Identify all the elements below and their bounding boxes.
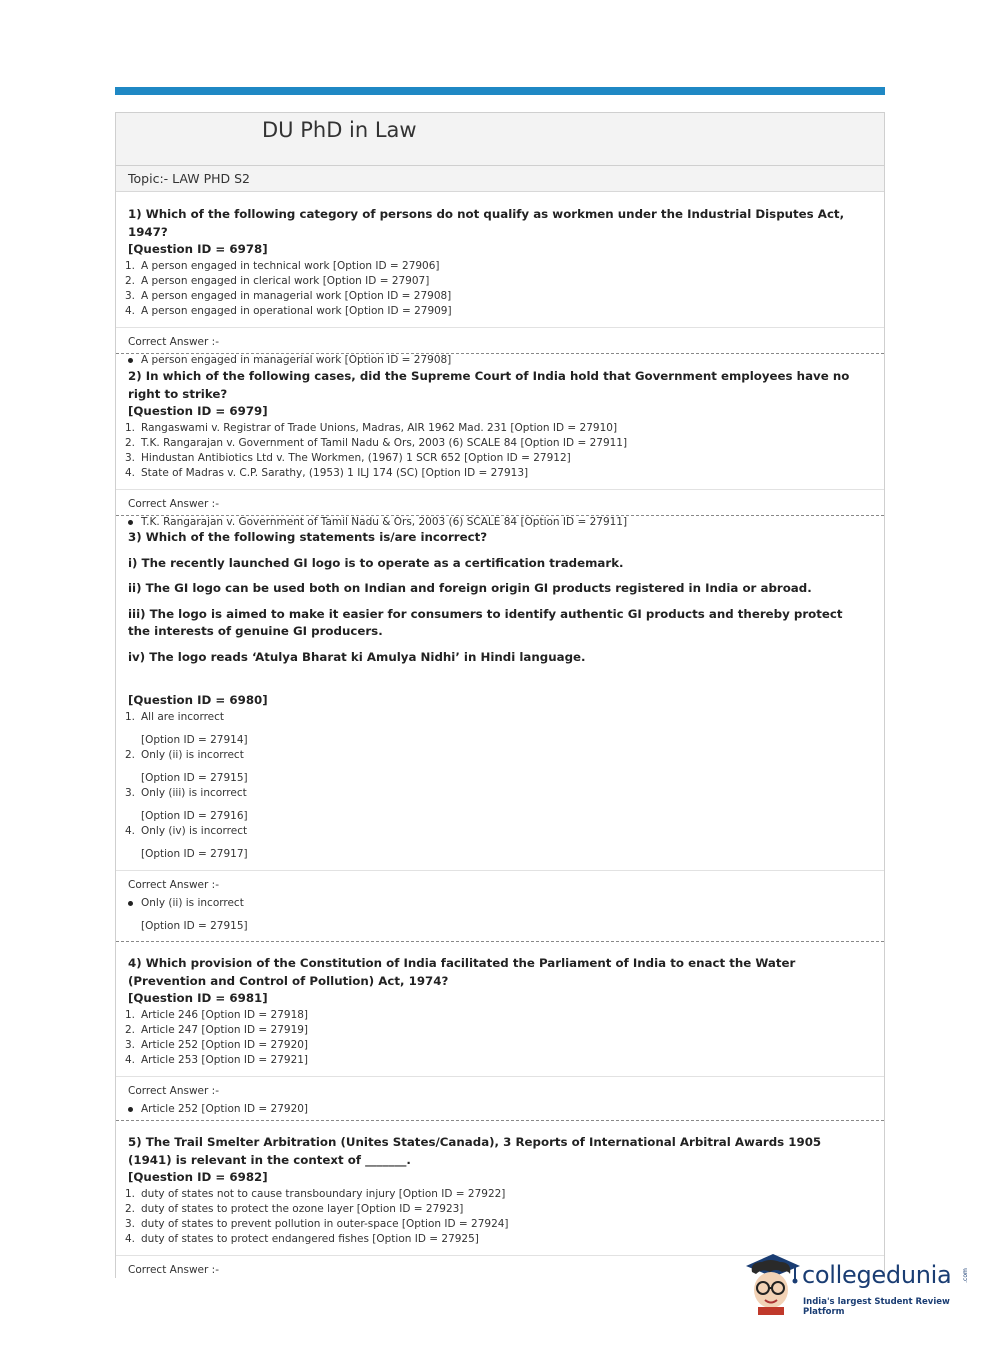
question-id: [Question ID = 6982] bbox=[128, 1170, 268, 1184]
question-4 bbox=[116, 955, 884, 1117]
option-item: 4. State of Madras v. C.P. Sarathy, (1953) 1 ILJ 174 (SC) [Option ID = 27913] bbox=[125, 466, 529, 479]
topic-bar bbox=[116, 166, 884, 192]
logo-wordmark: collegedunia bbox=[802, 1261, 952, 1289]
options-list bbox=[116, 1008, 884, 1068]
question-separator bbox=[116, 353, 884, 354]
option-item: 2. Article 247 [Option ID = 27919] bbox=[125, 1023, 309, 1036]
option-item: 2. A person engaged in clerical work [Option ID = 27907] bbox=[125, 274, 430, 287]
statement: iv) The logo reads ‘Atulya Bharat ki Amulya Nidhi’ in Hindi language. bbox=[128, 649, 586, 664]
statement: i) The recently launched GI logo is to operate as a certification trademark. bbox=[128, 555, 624, 570]
option-item: 1. All are incorrect [Option ID = 27914] bbox=[116, 710, 884, 748]
option-item: 3. A person engaged in managerial work [Option ID = 27908] bbox=[125, 289, 452, 302]
options-list bbox=[116, 1187, 884, 1247]
statement: ii) The GI logo can be used both on Indian and foreign origin GI products registered in India or abroad. bbox=[128, 581, 812, 595]
correct-answer-label: Correct Answer :- bbox=[128, 878, 219, 891]
bullet-icon bbox=[128, 1107, 133, 1112]
header-spacer bbox=[116, 149, 884, 166]
question-text: 2) In which of the following cases, did the Supreme Court of India hold that Government employees have no right to strike? bbox=[128, 369, 850, 401]
option-item: 1. duty of states not to cause transboundary injury [Option ID = 27922] bbox=[125, 1187, 506, 1200]
header-accent-bar bbox=[115, 87, 885, 95]
option-item: 4. duty of states to protect endangered fishes [Option ID = 27925] bbox=[125, 1232, 479, 1245]
option-item: 3. Article 252 [Option ID = 27920] bbox=[125, 1038, 309, 1051]
option-item: 3. Hindustan Antibiotics Ltd v. The Workmen, (1967) 1 SCR 652 [Option ID = 27912] bbox=[125, 451, 571, 464]
question-text: 4) Which provision of the Constitution of India facilitated the Parliament of India to enact the Water (Prevention and Control of Pollution) Act, 1974? bbox=[128, 956, 796, 988]
question-text: 3) Which of the following statements is/are incorrect? bbox=[128, 530, 488, 544]
question-paper bbox=[115, 112, 885, 1278]
question-text: 5) The Trail Smelter Arbitration (Unites States/Canada), 3 Reports of International Arbitral Awards 1905 (1941) is relevant in the context of _______. bbox=[128, 1135, 822, 1167]
student-mascot-icon bbox=[742, 1250, 804, 1316]
bullet-icon bbox=[128, 520, 133, 525]
correct-answer: Only (ii) is incorrect [Option ID = 27915] bbox=[116, 896, 884, 934]
option-item: 4. Article 253 [Option ID = 27921] bbox=[125, 1053, 309, 1066]
option-id: [Option ID = 27917] bbox=[141, 847, 248, 860]
bullet-icon bbox=[128, 901, 133, 906]
statement: iii) The logo is aimed to make it easier for consumers to identify authentic GI products and thereby protect the interests of genuine GI producers. bbox=[128, 606, 843, 638]
correct-answer-label: Correct Answer :- bbox=[128, 335, 219, 348]
question-1 bbox=[116, 206, 884, 368]
correct-answer: A person engaged in managerial work [Option ID = 27908] bbox=[116, 353, 884, 368]
option-id: [Option ID = 27915] bbox=[141, 771, 248, 784]
answer-divider bbox=[116, 1076, 884, 1077]
option-item: 4. A person engaged in operational work [Option ID = 27909] bbox=[125, 304, 452, 317]
options-list bbox=[116, 421, 884, 481]
logo-tagline: India's largest Student Review Platform bbox=[803, 1297, 950, 1317]
correct-answer: T.K. Rangarajan v. Government of Tamil Nadu & Ors, 2003 (6) SCALE 84 [Option ID = 27911] bbox=[116, 515, 884, 530]
correct-answer-label: Correct Answer :- bbox=[128, 1084, 219, 1097]
option-item: 2. Only (ii) is incorrect [Option ID = 27915] bbox=[116, 748, 884, 786]
question-id: [Question ID = 6980] bbox=[128, 693, 268, 707]
option-item: 3. duty of states to prevent pollution in outer-space [Option ID = 27924] bbox=[125, 1217, 509, 1230]
option-item: 2. T.K. Rangarajan v. Government of Tamil Nadu & Ors, 2003 (6) SCALE 84 [Option ID = 27911] bbox=[125, 436, 628, 449]
question-text: 1) Which of the following category of persons do not qualify as workmen under the Industrial Disputes Act, 1947? bbox=[128, 207, 845, 239]
correct-answer: Article 252 [Option ID = 27920] bbox=[116, 1102, 884, 1117]
question-3 bbox=[116, 529, 884, 934]
option-item: 2. duty of states to protect the ozone layer [Option ID = 27923] bbox=[125, 1202, 464, 1215]
option-item: 1. Article 246 [Option ID = 27918] bbox=[125, 1008, 309, 1021]
options-list bbox=[116, 259, 884, 319]
topic-label: Topic:- LAW PHD S2 bbox=[128, 171, 251, 186]
option-id: [Option ID = 27916] bbox=[141, 809, 248, 822]
answer-divider bbox=[116, 870, 884, 871]
question-id: [Question ID = 6978] bbox=[128, 242, 268, 256]
page-title: DU PhD in Law bbox=[262, 118, 417, 142]
question-separator bbox=[116, 515, 884, 516]
question-separator bbox=[116, 1120, 884, 1121]
collegedunia-logo bbox=[742, 1250, 972, 1320]
logo-domain-suffix: .com bbox=[961, 1268, 969, 1283]
options-list bbox=[116, 710, 884, 862]
option-id: [Option ID = 27915] bbox=[141, 919, 248, 932]
correct-answer-label: Correct Answer :- bbox=[128, 1263, 219, 1276]
title-box bbox=[116, 112, 884, 150]
answer-divider bbox=[116, 327, 884, 328]
option-item: 3. Only (iii) is incorrect [Option ID = 27916] bbox=[116, 786, 884, 824]
question-2 bbox=[116, 368, 884, 530]
correct-answer-label: Correct Answer :- bbox=[128, 497, 219, 510]
question-separator bbox=[116, 941, 884, 942]
answer-divider bbox=[116, 489, 884, 490]
option-item: 4. Only (iv) is incorrect [Option ID = 27917] bbox=[116, 824, 884, 862]
option-item: 1. Rangaswami v. Registrar of Trade Unions, Madras, AIR 1962 Mad. 231 [Option ID = 27910] bbox=[125, 421, 618, 434]
option-id: [Option ID = 27914] bbox=[141, 733, 248, 746]
option-item: 1. A person engaged in technical work [Option ID = 27906] bbox=[125, 259, 440, 272]
bullet-icon bbox=[128, 358, 133, 363]
question-id: [Question ID = 6979] bbox=[128, 404, 268, 418]
question-id: [Question ID = 6981] bbox=[128, 991, 268, 1005]
